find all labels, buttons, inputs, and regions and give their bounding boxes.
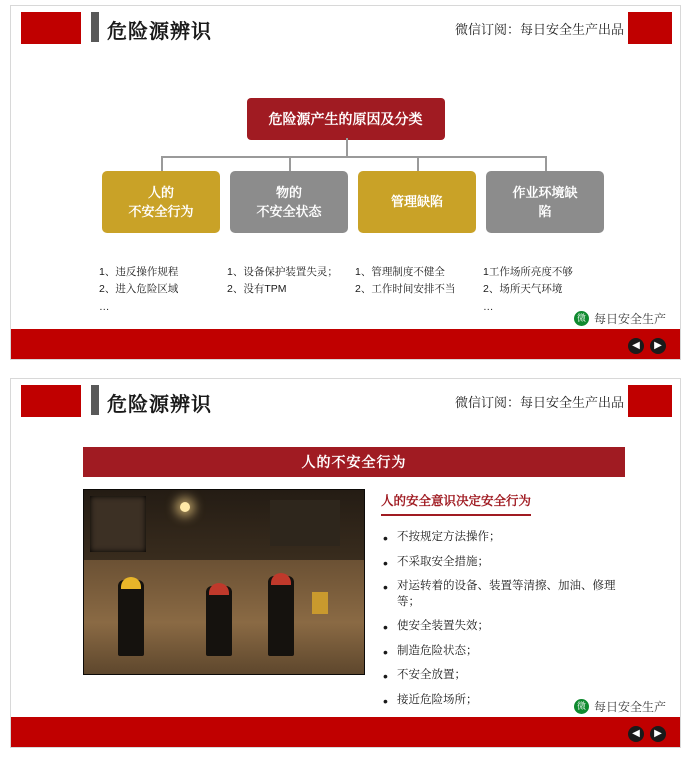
photo-barrel (312, 592, 328, 614)
connector-branch-3 (417, 156, 419, 171)
page-title: 危险源辨识 (107, 21, 212, 43)
slide-1-nav-dots[interactable] (628, 338, 666, 354)
panel-title: 人的安全意识决定安全行为 (381, 491, 531, 516)
slide-1-header (11, 6, 680, 50)
bullet-item: 2、没有TPM (227, 283, 287, 296)
list-item: • 使安全装置失效； (397, 619, 631, 635)
chart-root-node: 危险源产生的原因及分类 (247, 98, 445, 140)
connector-branch-4 (545, 156, 547, 171)
bullet-item: 2、工作时间安排不当 (355, 283, 456, 296)
header-subscribe-text: 微信订阅：每日安全生产出品 (454, 395, 624, 410)
chart-node-management-defect (358, 171, 476, 233)
header-red-block-left (21, 385, 81, 417)
bullets-column-3 (355, 264, 481, 299)
chart-node-object-state (230, 171, 348, 233)
next-slide-icon[interactable]: ▶ (650, 338, 666, 354)
behavior-list-panel (381, 491, 631, 717)
bullet-item: … (483, 300, 494, 313)
bullet-item: 1工作场所亮度不够 (483, 266, 573, 278)
list-item: • 接近危险场所； (397, 693, 631, 709)
next-slide-icon[interactable]: ▶ (650, 726, 666, 742)
construction-site-photo (83, 489, 365, 675)
brand-label: 每日安全生产 (593, 700, 666, 714)
wechat-icon: 微 (574, 311, 589, 326)
list-item: • 不按规定方法操作； (397, 530, 631, 546)
slide-2-nav-dots[interactable] (628, 726, 666, 742)
connector-branch-1 (161, 156, 163, 171)
page-title: 危险源辨识 (107, 394, 212, 416)
list-item: • 制造危险状态； (397, 644, 631, 660)
prev-slide-icon[interactable]: ◀ (628, 726, 644, 742)
node-2-line-1: 物的 (275, 184, 302, 200)
slide-1 (10, 5, 681, 360)
photo-building-right (270, 500, 340, 546)
slide-1-footer-bar (11, 329, 680, 359)
list-item: • 不采取安全措施； (397, 555, 631, 571)
bullet-item: 1、设备保护装置失灵； (227, 266, 338, 278)
node-4-line-2: 陷 (538, 204, 552, 219)
photo-worker (268, 576, 294, 656)
slide-2-footer-bar (11, 717, 680, 747)
header-accent-bar (91, 12, 99, 42)
org-chart (11, 54, 680, 324)
node-1-line-1: 人的 (147, 184, 174, 200)
behavior-list (381, 530, 631, 708)
bullets-column-4 (483, 264, 609, 316)
chart-node-human-behavior (102, 171, 220, 233)
bullet-item: 1、管理制度不健全 (355, 266, 445, 278)
node-3-line-1: 管理缺陷 (390, 194, 443, 210)
bullets-column-1 (99, 264, 225, 316)
connector-horizontal (161, 156, 545, 158)
slide-2-brand (574, 698, 666, 715)
list-item: • 不安全放置； (397, 668, 631, 684)
bullet-item: 1、违反操作规程 (99, 266, 179, 278)
header-red-block-left (21, 12, 81, 44)
header-accent-bar (91, 385, 99, 415)
section-banner: 人的不安全行为 (83, 447, 625, 477)
photo-building-left (90, 496, 146, 552)
connector-branch-2 (289, 156, 291, 171)
header-subscribe-text: 微信订阅：每日安全生产出品 (454, 22, 624, 37)
bullet-item: 2、进入危险区域 (99, 283, 179, 296)
brand-label: 每日安全生产 (593, 312, 666, 326)
slide-1-brand (574, 310, 666, 327)
header-red-block-right (628, 385, 672, 417)
photo-worker (206, 586, 232, 656)
header-red-block-right (628, 12, 672, 44)
connector-root-stem (346, 138, 348, 156)
wechat-icon: 微 (574, 699, 589, 714)
node-1-line-2: 不安全行为 (128, 204, 194, 219)
slide-2-header (11, 379, 680, 423)
bullets-column-2 (227, 264, 353, 299)
node-2-line-2: 不安全状态 (256, 204, 322, 219)
chart-node-environment-defect (486, 171, 604, 233)
node-4-line-1: 作业环境缺 (512, 184, 578, 200)
bullet-item: … (99, 300, 110, 313)
document-page (0, 5, 691, 748)
list-item: • 对运转着的设备、装置等清擦、加油、修理等； (397, 579, 631, 610)
bullet-item: 2、场所天气环境 (483, 283, 563, 296)
photo-light (180, 502, 190, 512)
prev-slide-icon[interactable]: ◀ (628, 338, 644, 354)
photo-worker (118, 580, 144, 656)
slide-2 (10, 378, 681, 748)
